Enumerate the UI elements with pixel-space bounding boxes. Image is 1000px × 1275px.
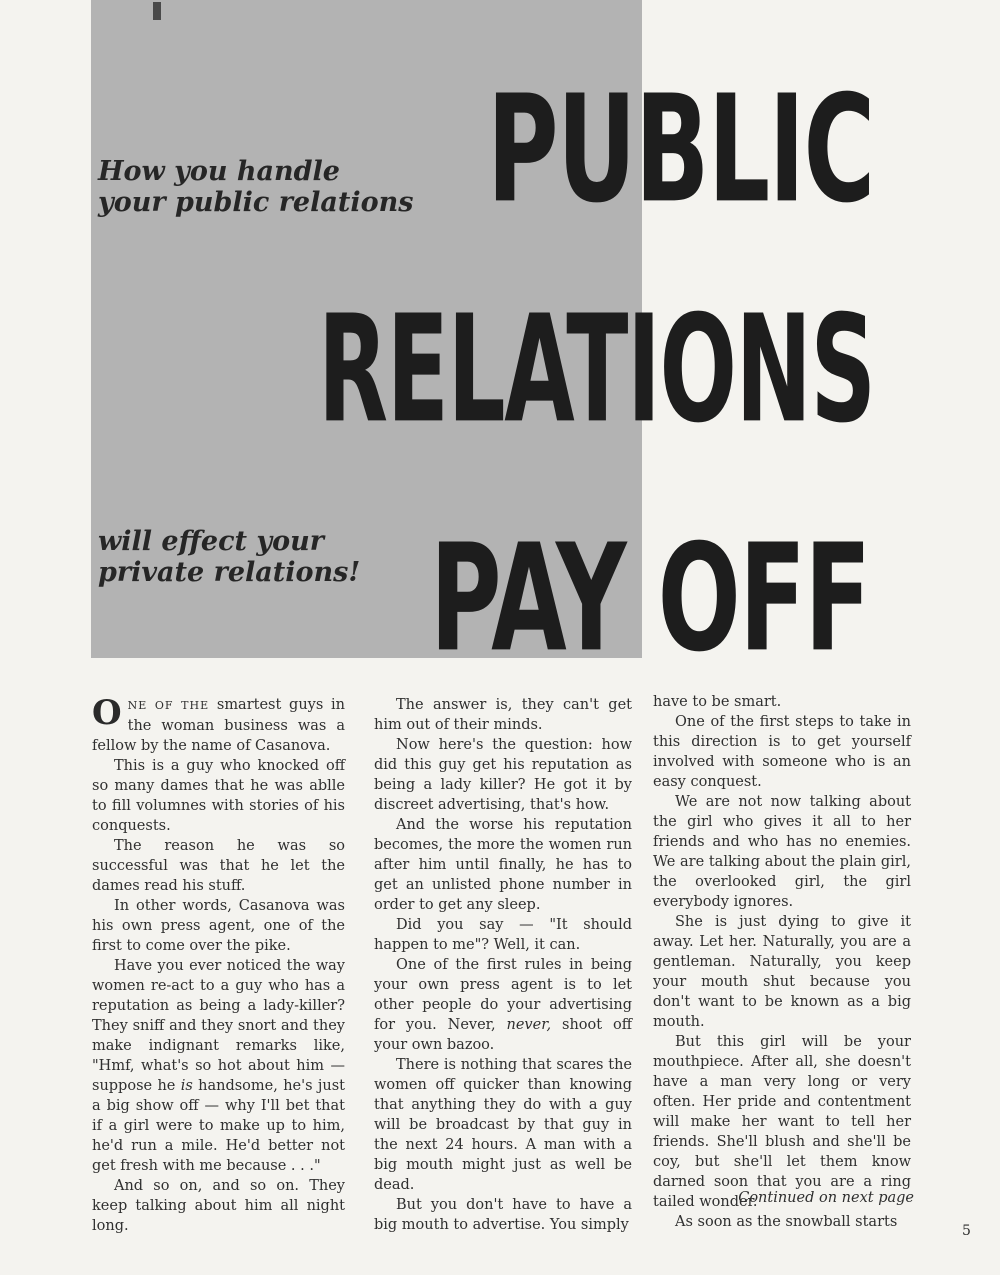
tagline-top-line-2: your public relations [98, 187, 414, 218]
article-paragraph: Did you say — "It should happen to me"? Well, it can. [374, 917, 632, 953]
article-paragraph [92, 956, 345, 1176]
article-paragraph: As soon as the snowball starts [675, 1214, 898, 1230]
article-paragraph: One of the first steps to take in this direction is to get yourself involved with someone who is an easy conquest. [653, 714, 911, 790]
article-column-1 [92, 695, 345, 1236]
article-paragraph: Now here's the question: how did this guy get his reputation as being a lady killer? He got it by discreet advertising, that's how. [374, 737, 632, 813]
page-number: 5 [962, 1223, 971, 1239]
text-run: shoot off your own bazoo. [374, 1017, 632, 1053]
text-run: One of the first rules in being your own press agent is to let other people do your advertising for you. Never, [374, 957, 632, 1033]
emphasis: is [180, 1078, 193, 1094]
article-paragraph [92, 695, 345, 756]
headline-line-2: RELATIONS [318, 283, 875, 457]
article-column-3 [653, 692, 911, 1232]
tagline-bottom [98, 526, 360, 588]
article-paragraph: The reason he was so successful was that he let the dames read his stuff. [92, 838, 345, 894]
article-paragraph: And the worse his reputation becomes, the more the women run after him until finally, he has to get an unlisted phone number in order to get any sleep. [374, 817, 632, 913]
article-paragraph [374, 955, 632, 1055]
article-paragraph: There is nothing that scares the women off quicker than knowing that anything they do with a guy will be broadcast by that guy in the next 24 hours. A man with a big mouth might just as well be dead. [374, 1057, 632, 1193]
lead-small-caps: NE OF THE [127, 699, 210, 712]
text-run: Have you ever noticed the way women re-act to a guy who has a reputation as being a lady-killer? They sniff and they snort and they make indignant remarks like, "Hmf, what's so hot about him — suppose he [92, 958, 345, 1094]
article-paragraph: In other words, Casanova was his own press agent, one of the first to come over the pike. [92, 898, 345, 954]
headline-line-1: PUBLIC [487, 63, 874, 237]
tagline-bottom-line-1: will effect your [98, 526, 324, 557]
article-paragraph: The answer is, they can't get him out of their minds. [374, 697, 632, 733]
continued-note: Continued on next page [738, 1190, 914, 1206]
tagline-top-line-1: How you handle [98, 156, 340, 187]
article-paragraph: We are not now talking about the girl who gives it all to her friends and who has no enemies. We are talking about the plain girl, the overlooked girl, the girl everybody ignores. [653, 794, 911, 910]
article-paragraph: But this girl will be your mouthpiece. After all, she doesn't have a man very long or very often. Her pride and contentment will make her want to tell her friends. She'll blush and she'll be coy, but she'll let them know darned soon that you are a ring tailed wonder. [653, 1034, 911, 1210]
article-paragraph: And so on, and so on. They keep talking about him all night long. [92, 1178, 345, 1234]
top-margin-mark [153, 2, 161, 20]
article-paragraph: But you don't have to have a big mouth to advertise. You simply [374, 1197, 632, 1233]
tagline-bottom-line-2: private relations! [98, 557, 361, 588]
article-paragraph: This is a guy who knocked off so many dames that he was ablle to fill volumnes with stories of his conquests. [92, 758, 345, 834]
emphasis: never, [506, 1017, 552, 1033]
lead-text: smartest guys in the woman business was a fellow by the name of Casanova. [92, 697, 346, 754]
headline-line-3: PAY OFF [430, 512, 870, 686]
text-run: handsome, he's just a big show off — why I'll bet that if a girl were to make up to him, he'd run a mile. He'd better not get fresh with me because . . ." [92, 1078, 345, 1174]
tagline-top [98, 156, 413, 218]
drop-cap: O [92, 693, 122, 733]
article-column-2 [374, 695, 632, 1235]
article-paragraph: have to be smart. [653, 694, 782, 710]
article-paragraph: She is just dying to give it away. Let her. Naturally, you are a gentleman. Naturally, you keep your mouth shut because you don't want to be known as a big mouth. [653, 914, 911, 1030]
